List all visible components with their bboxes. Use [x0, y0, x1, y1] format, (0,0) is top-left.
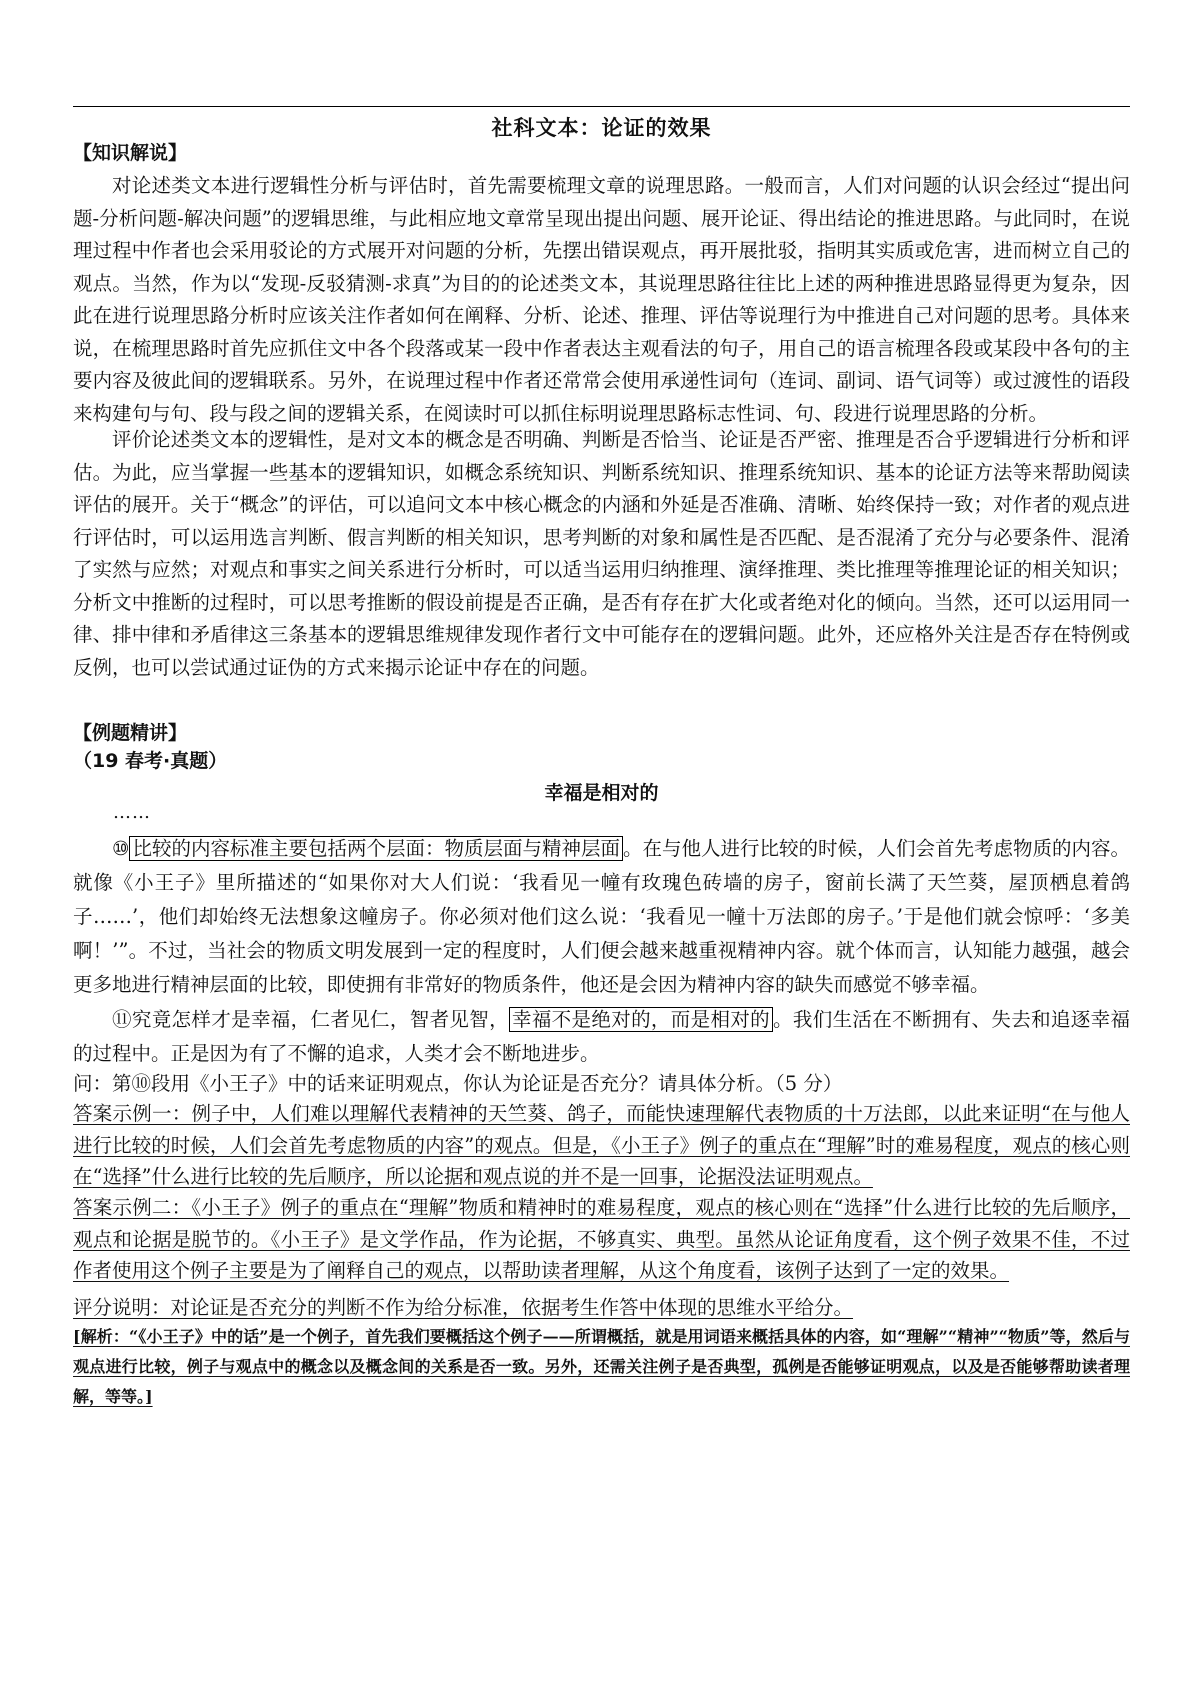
paragraph-10-text: 。在与他人进行比较的时候，人们会首先考虑物质的内容。就像《小王子》里所描述的“如果你对大人们说：‘我看见一幢有玫瑰色砖墙的房子，窗前长满了天竺葵，屋顶栖息着鸽子……’，他们却始终无法想象这幢房子。你必须对他们这么说：‘我看见一幢十万法郎的房子。’于是他们就会惊呼：‘多美啊！’”。不过，当社会的物质文明发展到一定的程度时，人们便会越来越重视精神内容。就个体而言，认知能力越强，越会更多地进行精神层面的比较，即使拥有非常好的物质条件，他还是会因为精神内容的缺失而感觉不够幸福。 — [73, 837, 1131, 996]
analysis-note: [解析：“《小王子》中的话”是一个例子，首先我们要概括这个例子——所谓概括，就是用词语来概括具体的内容，如“理解”“精神”“物质”等，然后与观点进行比较，例子与观点中的概念以及概念间的关系是否一致。另外，还需关注例子是否典型，孤例是否能够证明观点，以及是否能够帮助读者理解，等等。] — [73, 1327, 1130, 1406]
knowledge-paragraph-2: 评价论述类文本的逻辑性，是对文本的概念是否明确、判断是否恰当、论证是否严密、推理是否合乎逻辑进行分析和评估。为此，应当掌握一些基本的逻辑知识，如概念系统知识、判断系统知识、推理系统知识、基本的论证方法等来帮助阅读评估的展开。关于“概念”的评估，可以追问文本中核心概念的内涵和外延是否准确、清晰、始终保持一致；对作者的观点进行评估时，可以运用选言判断、假言判断的相关知识，思考判断的对象和属性是否匹配、是否混淆了充分与必要条件、混淆了实然与应然；对观点和事实之间关系进行分析时，可以适当运用归纳推理、演绎推理、类比推理等推理论证的相关知识；分析文中推断的过程时，可以思考推断的假设前提是否正确，是否有存在扩大化或者绝对化的倾向。当然，还可以运用同一律、排中律和矛盾律这三条基本的逻辑思维规律发现作者行文中可能存在的逻辑问题。此外，还应格外关注是否存在特例或反例，也可以尝试通过证伪的方式来揭示论证中存在的问题。 — [73, 428, 1130, 679]
article-ellipsis: …… — [113, 802, 151, 823]
boxed-claim-10: 比较的内容标准主要包括两个层面：物质层面与精神层面 — [129, 836, 623, 861]
boxed-claim-11: 幸福不是绝对的，而是相对的 — [509, 1007, 773, 1032]
header-rule — [73, 106, 1130, 107]
example-source: （19 春考·真题） — [73, 750, 228, 772]
paragraph-11-lead: ⑪究竟怎样才是幸福，仁者见仁，智者见智， — [112, 1008, 509, 1031]
answer-example-1: 答案示例一：例子中，人们难以理解代表精神的天竺葵、鸽子，而能快速理解代表物质的十万法郎，以此来证明“在与他人进行比较的时候，人们会首先考虑物质的内容”的观点。但是，《小王子》例子的重点在“理解”时的难易程度，观点的核心则在“选择”什么进行比较的先后顺序，所以论据和观点说的并不是一回事，论据没法证明观点。 — [73, 1102, 1130, 1188]
article-paragraph-11 — [73, 1003, 1130, 1071]
article-paragraph-10 — [73, 832, 1130, 1002]
example-heading: 【例题精讲】 — [73, 722, 188, 744]
question-text: 问：第⑩段用《小王子》中的话来证明观点，你认为论证是否充分？请具体分析。（5 分） — [73, 1072, 843, 1095]
article-title: 幸福是相对的 — [544, 782, 659, 804]
answer-example-2: 答案示例二：《小王子》例子的重点在“理解”物质和精神时的难易程度，观点的核心则在“选择”什么进行比较的先后顺序，观点和论据是脱节的。《小王子》是文学作品，作为论据，不够真实、典型。虽然从论证角度看，这个例子效果不佳，不过作者使用这个例子主要是为了阐释自己的观点，以帮助读者理解，从这个角度看，该例子达到了一定的效果。 — [73, 1196, 1130, 1282]
knowledge-paragraph-1: 对论述类文本进行逻辑性分析与评估时，首先需要梳理文章的说理思路。一般而言，人们对问题的认识会经过“提出问题-分析问题-解决问题”的逻辑思维，与此相应地文章常呈现出提出问题、展开论证、得出结论的推进思路。与此同时，在说理过程中作者也会采用驳论的方式展开对问题的分析，先摆出错误观点，再开展批驳，指明其实质或危害，进而树立自己的观点。当然，作为以“发现-反驳猜测-求真”为目的的论述类文本，其说理思路往往比上述的两种推进思路显得更为复杂，因此在进行说理思路分析时应该关注作者如何在阐释、分析、论述、推理、评估等说理行为中推进自己对问题的思考。具体来说，在梳理思路时首先应抓住文中各个段落或某一段中作者表达主观看法的句子，用自己的语言梳理各段或某段中各句的主要内容及彼此间的逻辑联系。另外，在说理过程中作者还常常会使用承递性词句（连词、副词、语气词等）或过渡性的语段来构建句与句、段与段之间的逻辑关系，在阅读时可以抓住标明说理思路标志性词、句、段进行说理思路的分析。 — [73, 174, 1130, 425]
scoring-note: 评分说明：对论证是否充分的判断不作为给分标准，依据考生作答中体现的思维水平给分。 — [73, 1296, 854, 1319]
knowledge-heading: 【知识解说】 — [73, 142, 188, 164]
page-title: 社科文本：论证的效果 — [491, 116, 712, 140]
paragraph-11-text: 。我们生活在不断拥有、失去和追逐幸福的过程中。正是因为有了不懈的追求，人类才会不断地进步。 — [73, 1008, 1130, 1065]
paragraph-number-10: ⑩ — [112, 837, 130, 860]
